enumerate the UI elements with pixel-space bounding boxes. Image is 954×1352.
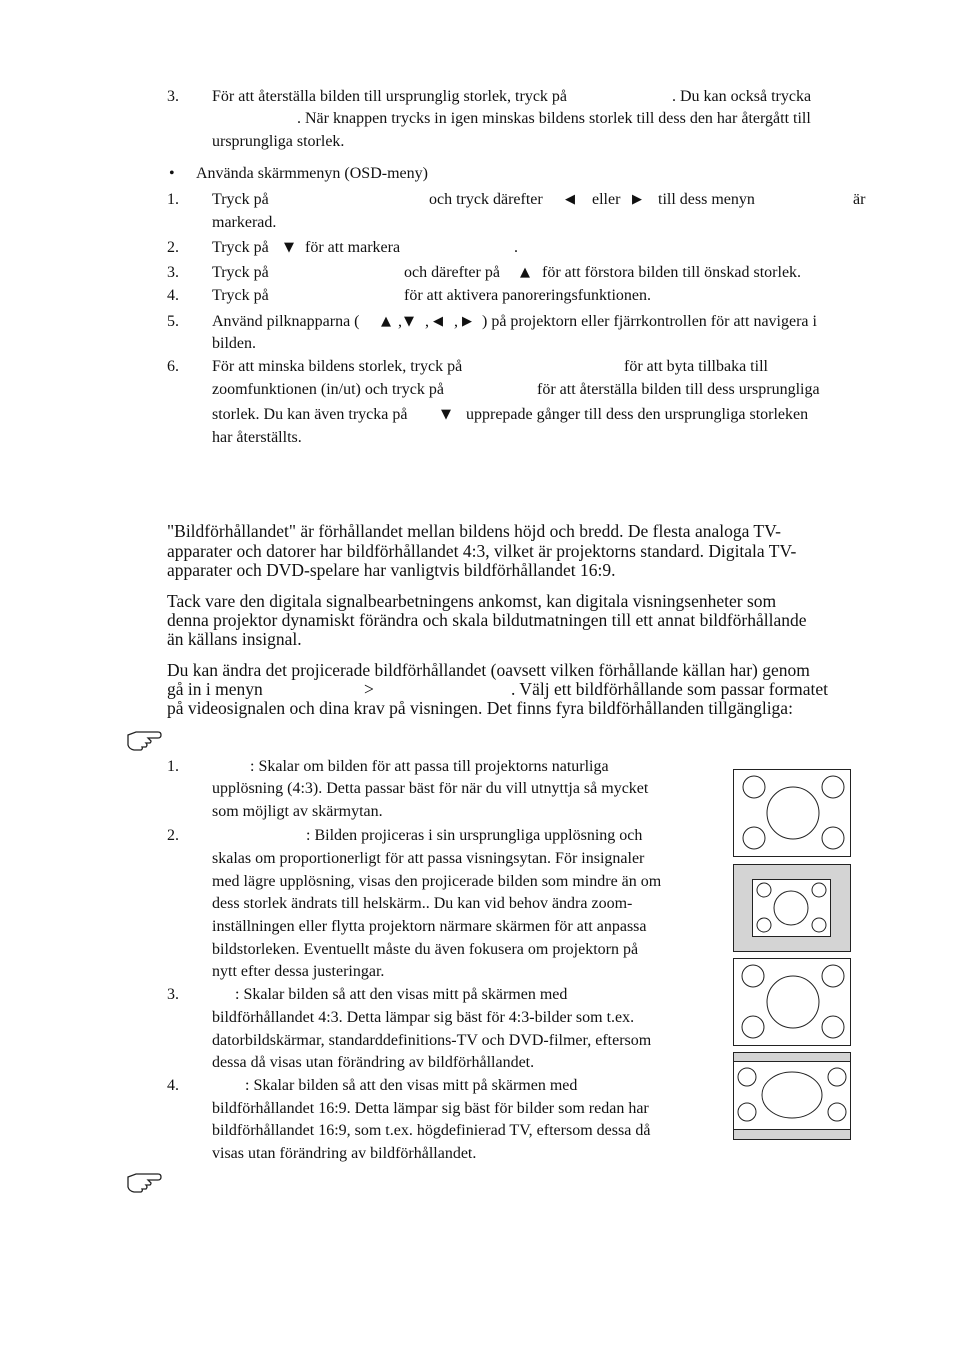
option-text: nytt efter dessa justeringar. (212, 963, 385, 980)
option-text: bildförhållandet 16:9. Detta lämpar sig bäst för bilder som redan har (212, 1100, 649, 1117)
option-text: med lägre upplösning, visas den projicerade bilden som mindre än om (212, 873, 662, 890)
note-hand-icon (126, 727, 166, 753)
paragraph-line: apparater och DVD-spelare har vanligtvis bildförhållandet 16:9. (167, 560, 616, 580)
step-text: för att byta tillbaka till (624, 358, 768, 375)
paragraph-line: på videosignalen och dina krav på visningen. Det finns fyra bildförhållanden tillgängliga: (167, 698, 793, 718)
comma: , (425, 313, 429, 330)
option-number: 1. (167, 758, 179, 775)
step-number: 3. (167, 88, 179, 105)
option-text: bildstorleken. Eventuellt måste du även fokusera om projektorn på (212, 941, 639, 958)
paragraph-line: apparater och datorer har bildförhållandet 4:3, vilket är projektorns standard. Digitala TV- (167, 541, 797, 561)
down-arrow-icon: ▼ (284, 240, 294, 255)
step-text: för att markera (305, 239, 401, 256)
step-text: för att aktivera panoreringsfunktionen. (404, 287, 652, 304)
note-hand-icon (126, 1169, 166, 1195)
option-text: : Skalar om bilden för att passa till projektorns naturliga (250, 758, 609, 775)
option-number: 4. (167, 1077, 179, 1094)
paragraph-line: denna projektor dynamiskt förändra och skala bildutmatningen till ett annat bildförhållande (167, 610, 807, 630)
step-text: För att minska bildens storlek, tryck på (212, 358, 463, 375)
step-text: till dess menyn (658, 191, 755, 208)
down-arrow-icon: ▼ (441, 407, 451, 422)
option-number: 3. (167, 986, 179, 1003)
option-text: upplösning (4:3). Detta passar bäst för när du vill utnyttja så mycket (212, 780, 649, 797)
step-text: för att förstora bilden till önskad storlek. (542, 264, 802, 281)
option-text: visas utan förändring av bildförhållandet. (212, 1145, 477, 1162)
step-text: storlek. Du kan även trycka på (212, 406, 408, 423)
option-text: skalas om proportionerligt för att passa visningsytan. För insignaler (212, 850, 645, 867)
step-number: 3. (167, 264, 179, 281)
step-text: . (514, 239, 518, 256)
aspect-auto-illustration (733, 769, 852, 858)
step-text: Tryck på (212, 191, 269, 208)
option-number: 2. (167, 827, 179, 844)
step-text: zoomfunktionen (in/ut) och tryck på (212, 381, 444, 398)
step-text: har återställts. (212, 429, 302, 446)
step-text: eller (592, 191, 621, 208)
option-text: dess storlek ändrats till helskärm.. Du kan vid behov ändra zoom- (212, 895, 633, 912)
bullet: • (169, 165, 175, 182)
comma: , (398, 313, 402, 330)
step-number: 1. (167, 191, 179, 208)
option-text: bildförhållandet 4:3. Detta lämpar sig bäst för 4:3-bilder som t.ex. (212, 1009, 635, 1026)
step-text: Använd pilknapparna ( (212, 313, 360, 330)
option-text: bildförhållandet 16:9, som t.ex. högdefinierad TV, eftersom dessa då (212, 1122, 651, 1139)
step-text: och därefter på (404, 264, 500, 281)
step-text: är (853, 191, 866, 208)
paragraph-line: . Välj ett bildförhållande som passar formatet (511, 679, 829, 699)
up-arrow-icon: ▲ (520, 265, 530, 280)
option-text: : Skalar bilden så att den visas mitt på skärmen med (245, 1077, 578, 1094)
step-number: 2. (167, 239, 179, 256)
right-arrow-icon: ▶ (462, 314, 472, 329)
step-number: 4. (167, 287, 179, 304)
option-text: dessa då visas utan förändring av bildförhållandet. (212, 1054, 535, 1071)
step-text: ursprungliga storlek. (212, 133, 345, 150)
aspect-real-illustration (733, 864, 852, 953)
step-text: för att återställa bilden till dess ursprungliga (537, 381, 820, 398)
step-number: 5. (167, 313, 179, 330)
paragraph-line: Tack vare den digitala signalbearbetningens ankomst, kan digitala visningsenheter som (167, 591, 777, 611)
option-text: : Skalar bilden så att den visas mitt på skärmen med (235, 986, 568, 1003)
aspect-4-3-illustration (733, 958, 852, 1047)
up-arrow-icon: ▲ (381, 314, 391, 329)
paragraph-line: gå in i menyn (167, 679, 263, 699)
step-text: upprepade gånger till dess den ursprungliga storleken (466, 406, 809, 423)
step-text: Tryck på (212, 239, 269, 256)
option-text: datorbildskärmar, standarddefinitions-TV och DVD-filmer, eftersom (212, 1032, 652, 1049)
comma: , (454, 313, 458, 330)
step-number: 6. (167, 358, 179, 375)
step-text: ) på projektorn eller fjärrkontrollen för att navigera i (482, 313, 817, 330)
left-arrow-icon: ◀ (565, 192, 575, 207)
paragraph-line: > (364, 679, 374, 699)
paragraph-line: än källans insignal. (167, 629, 302, 649)
step-text: . När knappen trycks in igen minskas bildens storlek till dess den har återgått till (297, 110, 811, 127)
step-text: För att återställa bilden till ursprunglig storlek, tryck på (212, 88, 568, 105)
step-text: . Du kan också trycka (672, 88, 812, 105)
left-arrow-icon: ◀ (433, 314, 443, 329)
aspect-16-9-illustration (733, 1052, 852, 1141)
paragraph-line: Du kan ändra det projicerade bildförhållandet (oavsett vilken förhållande källan har) genom (167, 660, 810, 680)
osd-heading: Använda skärmmenyn (OSD-meny) (196, 165, 428, 182)
step-text: Tryck på (212, 287, 269, 304)
down-arrow-icon: ▼ (404, 314, 414, 329)
right-arrow-icon: ▶ (632, 192, 642, 207)
step-text: och tryck därefter (429, 191, 543, 208)
paragraph-line: "Bildförhållandet" är förhållandet mellan bildens höjd och bredd. De flesta analoga TV- (167, 521, 781, 541)
step-text: markerad. (212, 214, 277, 231)
option-text: : Bilden projiceras i sin ursprungliga upplösning och (306, 827, 643, 844)
step-text: bilden. (212, 335, 256, 352)
option-text: som möjligt av skärmytan. (212, 803, 383, 820)
step-text: Tryck på (212, 264, 269, 281)
option-text: inställningen eller flytta projektorn närmare skärmen för att anpassa (212, 918, 647, 935)
